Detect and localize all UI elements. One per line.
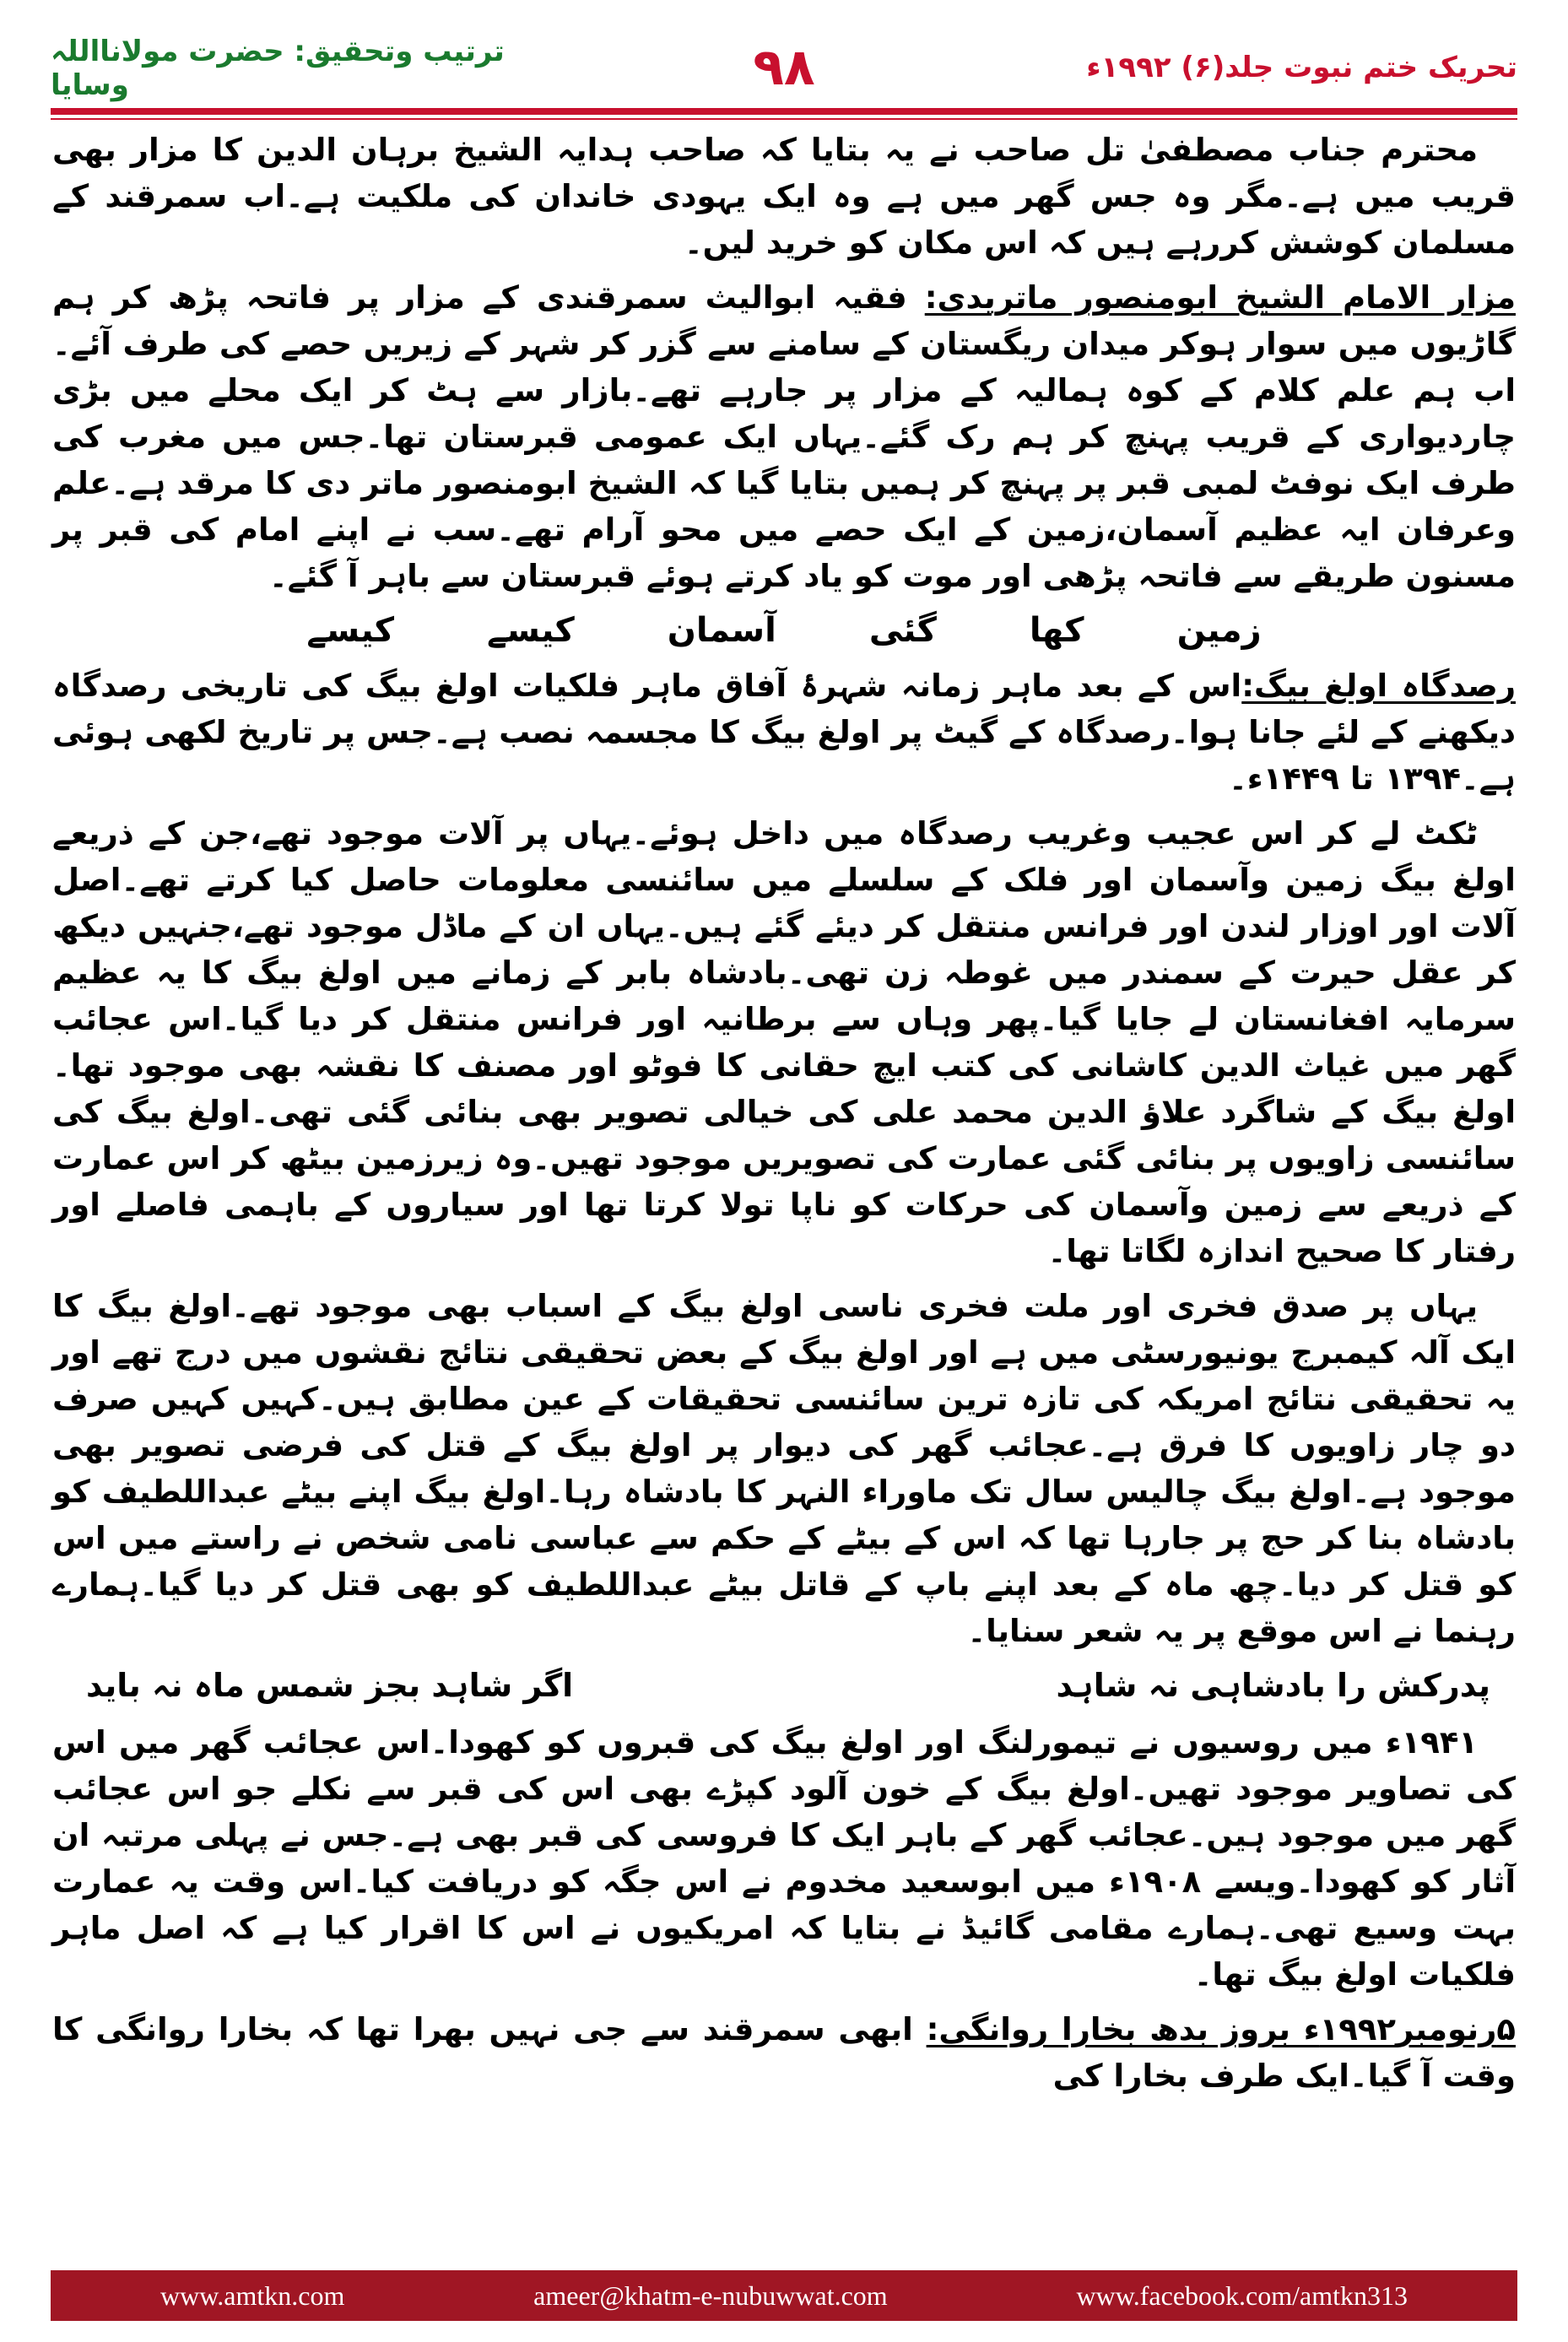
- paragraph-1: محترم جناب مصطفیٰ تل صاحب نے یہ بتایا کہ صاحب ہدایہ الشیخ برہان الدین کا مزار بھی قریب میں ہے۔مگر وہ جس گھر میں ہے وہ ایک یہودی خاندان کی ملکیت ہے۔اب سمرقند کے مسلمان کوشش کررہے ہیں کہ اس مکان کو خرید لیں۔: [52, 132, 1516, 261]
- page-header: [51, 25, 1517, 110]
- verse-word: زمین: [1176, 611, 1262, 650]
- article-body: [52, 127, 1516, 2107]
- persian-couplet: [86, 1663, 1490, 1709]
- verse-word: گئی: [868, 611, 937, 650]
- verse-word: کھا: [1029, 611, 1084, 650]
- paragraph-3: [52, 663, 1516, 802]
- couplet-second-half: اگر شاہد بجز شمس ماہ نہ باید: [86, 1667, 574, 1704]
- page-number: ۹۸: [753, 38, 815, 97]
- header-rule-thick: [51, 108, 1517, 115]
- paragraph-2: [52, 274, 1516, 599]
- paragraph-7: [52, 2006, 1516, 2099]
- verse-word: کیسے: [306, 611, 395, 650]
- facebook-link[interactable]: www.facebook.com/amtkn313: [1076, 2280, 1408, 2311]
- section-heading-maturidi: مزار الامام الشیخ ابومنصور ماتریدی:: [924, 279, 1516, 316]
- email-link[interactable]: ameer@khatm-e-nubuwwat.com: [533, 2280, 888, 2311]
- verse-word: کیسے: [487, 611, 575, 650]
- section-heading-bukhara: ۵رنومبر۱۹۹۲ء بروز بدھ بخارا روانگی:: [926, 2011, 1516, 2047]
- paragraph-5: یہاں پر صدق فخری اور ملت فخری ناسی اولغ بیگ کے اسباب بھی موجود تھے۔اولغ بیگ کا ایک آلہ کیمبرج یونیورسٹی میں ہے اور اولغ بیگ کے بعض تحقیقی نتائج نقشوں میں درج تھے اور یہ تحقیقی نتائج امریکہ کی تازہ ترین سائنسی تحقیقات کے عین مطابق ہیں۔کہیں کہیں صرف دو چار زاویوں کا فرق ہے۔عجائب گھر کی دیوار پر اولغ بیگ کے قتل کی فرضی تصویر بھی موجود ہے۔اولغ بیگ چالیس سال تک ماوراء النہر کا بادشاہ رہا۔اولغ بیگ اپنے بیٹے عبداللطیف کو بادشاہ بنا کر حج پر جارہا تھا کہ اس کے بیٹے کے حکم سے عباسی نامی شخص نے راستے میں اس کو قتل کر دیا۔چھ ماہ کے بعد اپنے باپ کے قاتل بیٹے عبداللطیف کو بھی قتل کر دیا گیا۔ہمارے رہنما نے اس موقع پر یہ شعر سنایا۔: [52, 1288, 1516, 1649]
- page-footer: [51, 2270, 1517, 2321]
- paragraph-6: ۱۹۴۱ء میں روسیوں نے تیمورلنگ اور اولغ بیگ کی قبروں کو کھودا۔اس عجائب گھر میں اس کی تصاویر موجود تھیں۔اولغ بیگ کے خون آلود کپڑے بھی اس کی قبر سے نکلے جو اس عجائب گھر میں موجود ہیں۔عجائب گھر کے باہر ایک کا فروسی کی قبر بھی ہے۔جس نے پہلی مرتبہ ان آثار کو کھودا۔ویسے ۱۹۰۸ء میں ابوسعید مخدوم نے اس جگہ کو دریافت کیا۔اس وقت یہ عمارت بہت وسیع تھی۔ہمارے مقامی گائیڈ نے بتایا کہ امریکیوں نے اس کا اقرار کیا ہے کہ اصل ماہر فلکیات اولغ بیگ تھا۔: [52, 1724, 1517, 1993]
- paragraph-7-text: ابھی سمرقند سے جی نہیں بھرا تھا کہ بخارا روانگی کا وقت آ گیا۔ایک طرف بخارا کی: [52, 2011, 1516, 2094]
- website-link[interactable]: www.amtkn.com: [160, 2280, 345, 2311]
- header-rule-thin: [51, 118, 1517, 120]
- verse-word: آسمان: [667, 611, 776, 650]
- book-title: تحریک ختم نبوت جلد(۶) ۱۹۹۲ء: [1086, 51, 1517, 84]
- paragraph-3-text: اس کے بعد ماہر زمانہ شہرۂ آفاق ماہر فلکیات اولغ بیگ کی تاریخی رصدگاہ دیکھنے کے لئے جانا ہوا۔رصدگاہ کے گیٹ پر اولغ بیگ کا مجسمہ نصب ہے۔جس پر تاریخ لکھی ہوئی ہے۔۱۳۹۴ تا ۱۴۴۹ء۔: [52, 668, 1516, 797]
- compiler-credit: ترتیب وتحقیق: حضرت مولانااللہ وسایا: [51, 34, 505, 102]
- section-heading-observatory: رصدگاہ اولغ بیگ:: [1241, 668, 1516, 704]
- verse-line: [52, 608, 1516, 654]
- couplet-first-half: پدرکش را بادشاہی نہ شاہد: [1056, 1667, 1490, 1704]
- paragraph-2-text: فقیہ ابوالیث سمرقندی کے مزار پر فاتحہ پڑھ کر ہم گاڑیوں میں سوار ہوکر میدان ریگستان کے سامنے سے گزر کر شہر کے زیریں حصے کی طرف آئے۔اب ہم علم کلام کے کوہ ہمالیہ کے مزار پر جارہے تھے۔بازار سے ہٹ کر ایک محلے میں بڑی چاردیواری کے قریب پہنچ کر ہم رک گئے۔یہاں ایک عمومی قبرستان تھا۔جس میں مغرب کی طرف ایک نوفٹ لمبی قبر پر پہنچ کر ہمیں بتایا گیا کہ الشیخ ابومنصور ماتر دی کا مرقد ہے۔علم وعرفان ایہ عظیم آسمان،زمین کے ایک حصے میں محو آرام تھے۔سب نے اپنے امام کی قبر پر مسنون طریقے سے فاتحہ پڑھی اور موت کو یاد کرتے ہوئے قبرستان سے باہر آ گئے۔: [52, 279, 1516, 594]
- paragraph-4: ٹکٹ لے کر اس عجیب وغریب رصدگاہ میں داخل ہوئے۔یہاں پر آلات موجود تھے،جن کے ذریعے اولغ بیگ زمین وآسمان اور فلک کے سلسلے میں سائنسی معلومات حاصل کیا کرتے تھے۔اصل آلات اور اوزار لندن اور فرانس منتقل کر دیئے گئے ہیں۔یہاں ان کے ماڈل موجود تھے،جنہیں دیکھ کر عقل حیرت کے سمندر میں غوطہ زن تھی۔بادشاہ بابر کے زمانے میں اولغ بیگ کا یہ عظیم سرمایہ افغانستان لے جایا گیا۔پھر وہاں سے برطانیہ اور فرانس منتقل کر دیا گیا۔اس عجائب گھر میں غیاث الدین کاشانی کی کتب ایچ حقانی کا فوٹو اور مصنف کا نقشہ بھی موجود تھا۔اولغ بیگ کے شاگرد علاؤ الدین محمد علی کی خیالی تصویر بھی بنائی گئی تھی۔اولغ بیگ کی سائنسی زاویوں پر بنائی گئی عمارت کی تصویریں موجود تھیں۔وہ زیرزمین بیٹھ کر اس عمارت کے ذریعے سے زمین وآسمان کی حرکات کو ناپا تولا کرتا تھا اور سیاروں کے باہمی فاصلے اور رفتار کا صحیح اندازہ لگاتا تھا۔: [52, 815, 1516, 1269]
